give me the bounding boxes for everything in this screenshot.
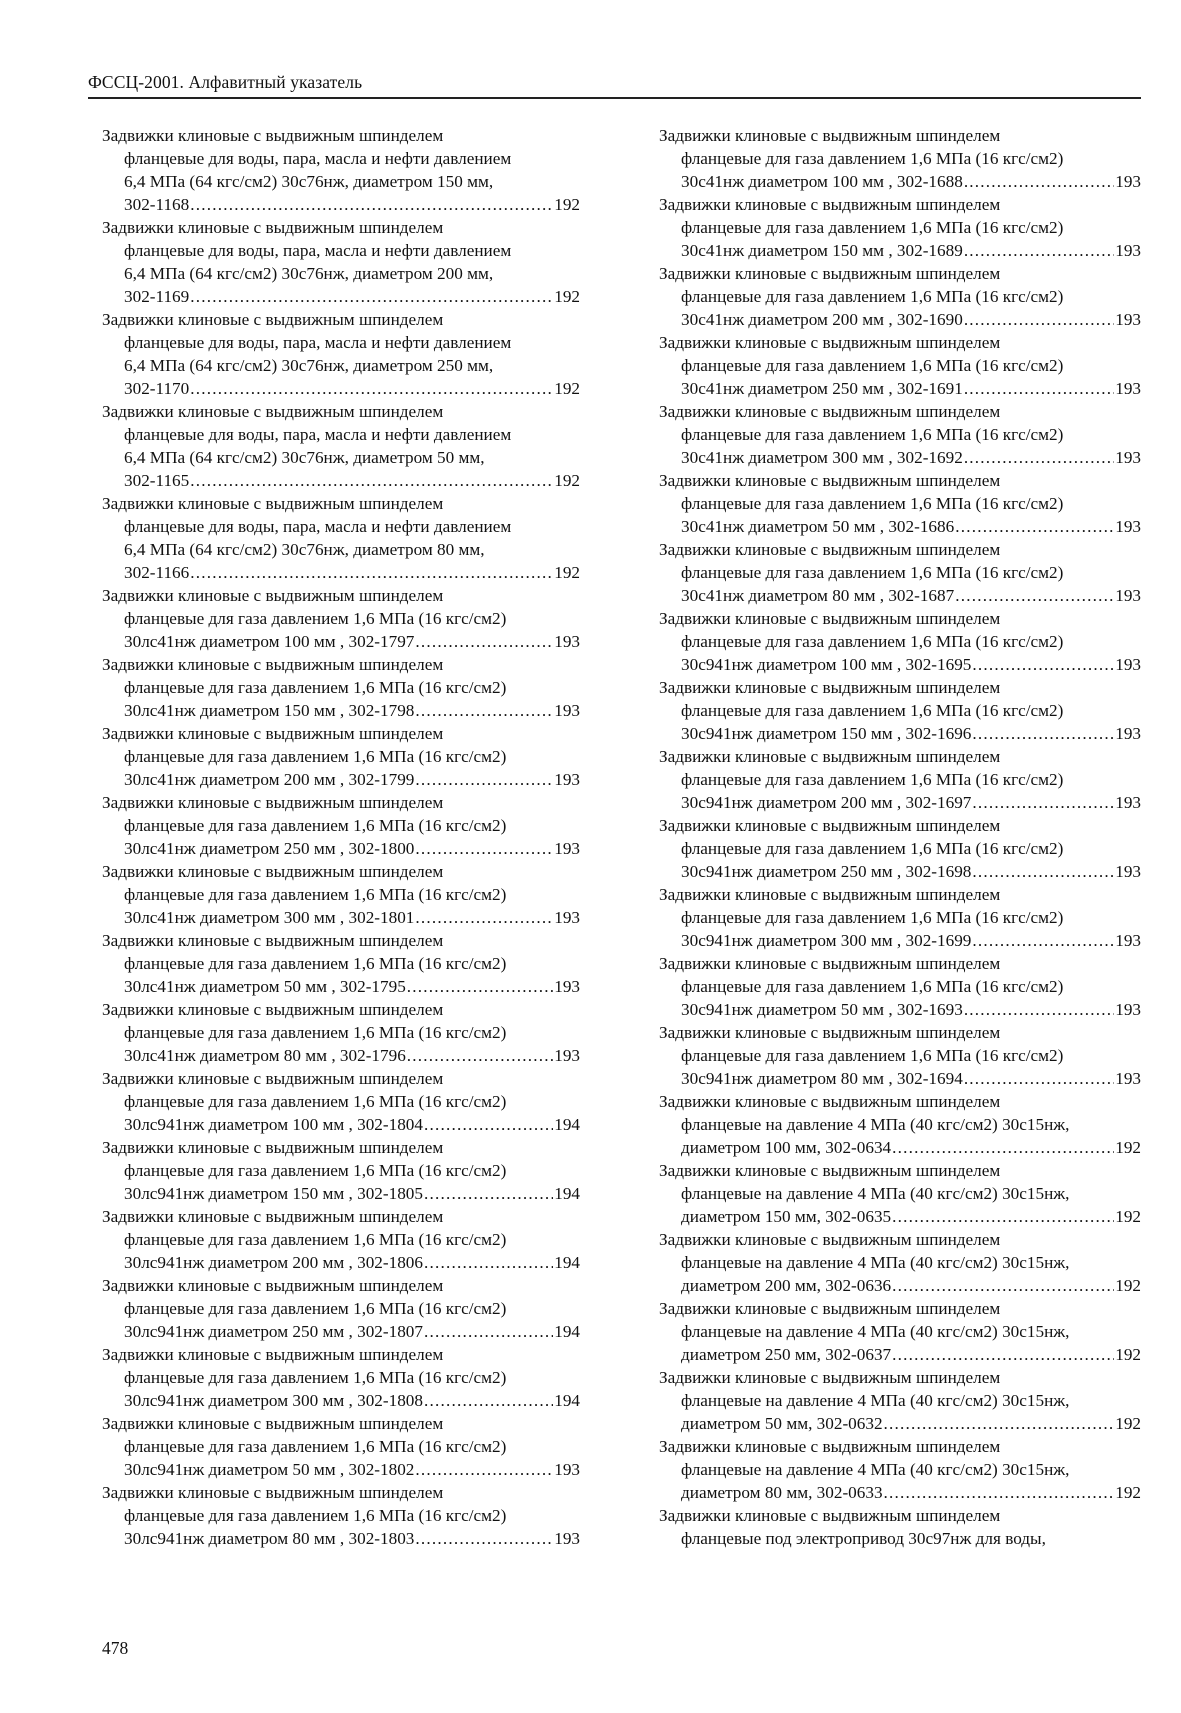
entry-text-line: фланцевые для газа давлением 1,6 МПа (16 кгс/см2): [124, 609, 507, 628]
entry-reference-line: [659, 791, 1141, 814]
dot-leader: [964, 377, 1114, 400]
entry-reference-line: [102, 906, 580, 929]
entry-code: 30лс41нж диаметром 250 мм , 302-1800: [124, 839, 415, 858]
entry-code: 30лс41нж диаметром 200 мм , 302-1799: [124, 770, 415, 789]
index-entry: [102, 216, 580, 308]
entry-code: 30с41нж диаметром 300 мм , 302-1692: [681, 448, 963, 467]
entry-text-line: 6,4 МПа (64 кгс/см2) 30с76нж, диаметром 50 мм,: [124, 448, 485, 467]
entry-code: 30лс941нж диаметром 100 мм , 302-1804: [124, 1115, 423, 1134]
entry-reference-line: [102, 1182, 580, 1205]
entry-reference-line: [102, 768, 580, 791]
dot-leader: [972, 929, 1114, 952]
entry-heading: Задвижки клиновые с выдвижным шпинделем: [102, 402, 444, 421]
index-entry: [102, 1205, 580, 1274]
entry-reference-line: [659, 515, 1141, 538]
entry-code: 302-1166: [124, 563, 190, 582]
entry-reference-line: [102, 975, 580, 998]
entry-heading: Задвижки клиновые с выдвижным шпинделем: [102, 218, 444, 237]
index-entry: [102, 860, 580, 929]
entry-code: 30с41нж диаметром 250 мм , 302-1691: [681, 379, 963, 398]
entry-code: диаметром 50 мм, 302-0632: [681, 1414, 883, 1433]
entry-reference-line: [659, 860, 1141, 883]
dot-leader: [190, 377, 553, 400]
entry-code: 30с941нж диаметром 200 мм , 302-1697: [681, 793, 972, 812]
entry-code: 30с941нж диаметром 250 мм , 302-1698: [681, 862, 972, 881]
index-entry: [102, 492, 580, 584]
entry-reference-line: [659, 653, 1141, 676]
entry-text-line: фланцевые для воды, пара, масла и нефти давлением: [124, 241, 512, 260]
entry-code: 30лс941нж диаметром 150 мм , 302-1805: [124, 1184, 423, 1203]
entry-reference-line: [102, 377, 580, 400]
entry-page-ref: 193: [554, 701, 580, 720]
entry-page-ref: 193: [554, 839, 580, 858]
entry-page-ref: 193: [1115, 586, 1141, 605]
entry-page-ref: 194: [554, 1115, 580, 1134]
entry-page-ref: 193: [1115, 241, 1141, 260]
dot-leader: [424, 1182, 553, 1205]
entry-page-ref: 193: [554, 1460, 580, 1479]
dot-leader: [415, 1458, 553, 1481]
entry-code: диаметром 150 мм, 302-0635: [681, 1207, 892, 1226]
entry-text-line: фланцевые для газа давлением 1,6 МПа (16 кгс/см2): [124, 1506, 507, 1525]
entry-text-line: фланцевые для газа давлением 1,6 МПа (16 кгс/см2): [681, 218, 1064, 237]
entry-heading: Задвижки клиновые с выдвижным шпинделем: [659, 1092, 1001, 1111]
entry-reference-line: [659, 1343, 1141, 1366]
entry-reference-line: [102, 193, 580, 216]
entry-text-line: фланцевые для воды, пара, масла и нефти давлением: [124, 425, 512, 444]
index-entry: [102, 400, 580, 492]
entry-heading: Задвижки клиновые с выдвижным шпинделем: [659, 195, 1001, 214]
entry-reference-line: [659, 1481, 1141, 1504]
index-entry: [659, 124, 1141, 193]
entry-reference-line: [102, 1527, 580, 1550]
entry-reference-line: [659, 239, 1141, 262]
entry-heading: Задвижки клиновые с выдвижным шпинделем: [659, 747, 1001, 766]
dot-leader: [964, 446, 1114, 469]
entry-text-line: фланцевые на давление 4 МПа (40 кгс/см2) 30с15нж,: [681, 1322, 1070, 1341]
entry-page-ref: 192: [554, 563, 580, 582]
index-entry: [659, 1021, 1141, 1090]
index-entry: [659, 607, 1141, 676]
entry-heading: Задвижки клиновые с выдвижным шпинделем: [659, 402, 1001, 421]
dot-leader: [407, 1044, 553, 1067]
entry-reference-line: [102, 1044, 580, 1067]
entry-reference-line: [659, 446, 1141, 469]
entry-text-line: фланцевые для газа давлением 1,6 МПа (16 кгс/см2): [124, 1299, 507, 1318]
index-entry: [102, 1412, 580, 1481]
entry-heading: Задвижки клиновые с выдвижным шпинделем: [102, 1138, 444, 1157]
entry-text-line: 6,4 МПа (64 кгс/см2) 30с76нж, диаметром 150 мм,: [124, 172, 494, 191]
entry-text-line: фланцевые для воды, пара, масла и нефти давлением: [124, 149, 512, 168]
entry-page-ref: 194: [554, 1184, 580, 1203]
entry-page-ref: 193: [1115, 1069, 1141, 1088]
dot-leader: [892, 1205, 1114, 1228]
entry-text-line: фланцевые для воды, пара, масла и нефти давлением: [124, 333, 512, 352]
entry-text-line: фланцевые для газа давлением 1,6 МПа (16 кгс/см2): [124, 1230, 507, 1249]
entry-heading: Задвижки клиновые с выдвижным шпинделем: [659, 885, 1001, 904]
entry-code: 30с941нж диаметром 50 мм , 302-1693: [681, 1000, 963, 1019]
entry-text-line: фланцевые для газа давлением 1,6 МПа (16 кгс/см2): [124, 1023, 507, 1042]
entry-heading: Задвижки клиновые с выдвижным шпинделем: [102, 793, 444, 812]
entry-heading: Задвижки клиновые с выдвижным шпинделем: [102, 586, 444, 605]
entry-code: 30лс41нж диаметром 150 мм , 302-1798: [124, 701, 415, 720]
entry-text-line: фланцевые для газа давлением 1,6 МПа (16 кгс/см2): [124, 816, 507, 835]
entry-heading: Задвижки клиновые с выдвижным шпинделем: [659, 609, 1001, 628]
index-entry: [102, 1274, 580, 1343]
dot-leader: [415, 1527, 553, 1550]
index-entry: [659, 538, 1141, 607]
entry-heading: Задвижки клиновые с выдвижным шпинделем: [102, 931, 444, 950]
entry-heading: Задвижки клиновые с выдвижным шпинделем: [102, 655, 444, 674]
entry-page-ref: 193: [1115, 310, 1141, 329]
entry-page-ref: 193: [1115, 172, 1141, 191]
entry-text-line: фланцевые для газа давлением 1,6 МПа (16 кгс/см2): [124, 954, 507, 973]
entry-page-ref: 192: [554, 195, 580, 214]
index-entry: [659, 1366, 1141, 1435]
entry-code: 30с41нж диаметром 200 мм , 302-1690: [681, 310, 963, 329]
entry-code: 30лс41нж диаметром 300 мм , 302-1801: [124, 908, 415, 927]
entry-reference-line: [659, 1412, 1141, 1435]
entry-reference-line: [102, 1320, 580, 1343]
entry-code: диаметром 80 мм, 302-0633: [681, 1483, 883, 1502]
index-entry: [102, 1136, 580, 1205]
dot-leader: [892, 1343, 1114, 1366]
page-header: [88, 70, 1141, 99]
entry-code: диаметром 100 мм, 302-0634: [681, 1138, 892, 1157]
entry-text-line: фланцевые для газа давлением 1,6 МПа (16 кгс/см2): [681, 908, 1064, 927]
entry-heading: Задвижки клиновые с выдвижным шпинделем: [102, 862, 444, 881]
dot-leader: [415, 768, 553, 791]
entry-reference-line: [102, 699, 580, 722]
entry-reference-line: [659, 308, 1141, 331]
entry-page-ref: 194: [554, 1322, 580, 1341]
dot-leader: [884, 1412, 1115, 1435]
dot-leader: [884, 1481, 1115, 1504]
dot-leader: [424, 1389, 553, 1412]
entry-page-ref: 193: [1115, 862, 1141, 881]
entry-text-line: фланцевые для газа давлением 1,6 МПа (16 кгс/см2): [681, 287, 1064, 306]
dot-leader: [892, 1274, 1114, 1297]
entry-page-ref: 193: [1115, 793, 1141, 812]
entry-page-ref: 192: [1115, 1207, 1141, 1226]
entry-text-line: фланцевые для газа давлением 1,6 МПа (16 кгс/см2): [124, 885, 507, 904]
index-entry: [659, 745, 1141, 814]
dot-leader: [415, 837, 553, 860]
entry-page-ref: 193: [554, 908, 580, 927]
index-column-right: [659, 124, 1141, 1550]
entry-text-line: фланцевые для газа давлением 1,6 МПа (16 кгс/см2): [681, 632, 1064, 651]
entry-page-ref: 193: [1115, 379, 1141, 398]
entry-reference-line: [102, 285, 580, 308]
entry-heading: Задвижки клиновые с выдвижным шпинделем: [659, 471, 1001, 490]
entry-code: 30с941нж диаметром 100 мм , 302-1695: [681, 655, 972, 674]
entry-heading: Задвижки клиновые с выдвижным шпинделем: [102, 1483, 444, 1502]
entry-reference-line: [659, 170, 1141, 193]
entry-code: 30лс941нж диаметром 200 мм , 302-1806: [124, 1253, 423, 1272]
entry-text-line: фланцевые для газа давлением 1,6 МПа (16 кгс/см2): [681, 839, 1064, 858]
dot-leader: [964, 1067, 1114, 1090]
entry-text-line: фланцевые для газа давлением 1,6 МПа (16 кгс/см2): [681, 770, 1064, 789]
index-entry: [659, 676, 1141, 745]
index-column-left: [102, 124, 580, 1550]
entry-code: 30с41нж диаметром 80 мм , 302-1687: [681, 586, 955, 605]
entry-text-line: 6,4 МПа (64 кгс/см2) 30с76нж, диаметром 250 мм,: [124, 356, 494, 375]
dot-leader: [964, 170, 1114, 193]
entry-reference-line: [659, 1205, 1141, 1228]
dot-leader: [972, 860, 1114, 883]
entry-page-ref: 193: [1115, 724, 1141, 743]
entry-heading: Задвижки клиновые с выдвижным шпинделем: [659, 333, 1001, 352]
entry-text-line: 6,4 МПа (64 кгс/см2) 30с76нж, диаметром 200 мм,: [124, 264, 494, 283]
entry-page-ref: 192: [554, 471, 580, 490]
entry-code: диаметром 200 мм, 302-0636: [681, 1276, 892, 1295]
entry-code: 30лс41нж диаметром 100 мм , 302-1797: [124, 632, 415, 651]
dot-leader: [190, 469, 553, 492]
dot-leader: [190, 193, 553, 216]
entry-text-line: 6,4 МПа (64 кгс/см2) 30с76нж, диаметром 80 мм,: [124, 540, 485, 559]
entry-text-line: фланцевые для газа давлением 1,6 МПа (16 кгс/см2): [681, 356, 1064, 375]
index-entry: [659, 1228, 1141, 1297]
dot-leader: [407, 975, 553, 998]
entry-reference-line: [102, 561, 580, 584]
dot-leader: [972, 722, 1114, 745]
entry-heading: Задвижки клиновые с выдвижным шпинделем: [102, 1000, 444, 1019]
entry-code: 30лс941нж диаметром 300 мм , 302-1808: [124, 1391, 423, 1410]
index-entry: [659, 952, 1141, 1021]
entry-text-line: фланцевые для газа давлением 1,6 МПа (16 кгс/см2): [124, 1368, 507, 1387]
entry-page-ref: 194: [554, 1391, 580, 1410]
entry-reference-line: [102, 469, 580, 492]
entry-text-line: фланцевые на давление 4 МПа (40 кгс/см2) 30с15нж,: [681, 1184, 1070, 1203]
entry-text-line: фланцевые на давление 4 МПа (40 кгс/см2) 30с15нж,: [681, 1391, 1070, 1410]
entry-reference-line: [102, 1251, 580, 1274]
dot-leader: [424, 1251, 553, 1274]
dot-leader: [415, 699, 553, 722]
entry-text-line: фланцевые для газа давлением 1,6 МПа (16 кгс/см2): [124, 747, 507, 766]
index-entry: [659, 814, 1141, 883]
entry-text-line: фланцевые под электропривод 30с97нж для воды,: [681, 1529, 1046, 1548]
entry-heading: Задвижки клиновые с выдвижным шпинделем: [102, 126, 444, 145]
entry-code: 30лс941нж диаметром 250 мм , 302-1807: [124, 1322, 423, 1341]
entry-reference-line: [659, 1274, 1141, 1297]
entry-reference-line: [102, 630, 580, 653]
entry-code: 302-1169: [124, 287, 190, 306]
index-entry: [659, 1297, 1141, 1366]
dot-leader: [415, 630, 553, 653]
dot-leader: [424, 1113, 553, 1136]
entry-code: 30с941нж диаметром 150 мм , 302-1696: [681, 724, 972, 743]
dot-leader: [964, 239, 1114, 262]
entry-heading: Задвижки клиновые с выдвижным шпинделем: [102, 1345, 444, 1364]
entry-page-ref: 193: [1115, 931, 1141, 950]
entry-page-ref: 192: [1115, 1276, 1141, 1295]
entry-text-line: фланцевые на давление 4 МПа (40 кгс/см2) 30с15нж,: [681, 1115, 1070, 1134]
index-entry: [659, 193, 1141, 262]
entry-text-line: фланцевые для газа давлением 1,6 МПа (16 кгс/см2): [124, 678, 507, 697]
index-entry: [102, 1481, 580, 1550]
index-entry: [659, 1504, 1141, 1550]
entry-heading: Задвижки клиновые с выдвижным шпинделем: [659, 264, 1001, 283]
entry-code: 302-1170: [124, 379, 190, 398]
index-entry: [102, 308, 580, 400]
entry-page-ref: 192: [1115, 1483, 1141, 1502]
entry-page-ref: 192: [1115, 1345, 1141, 1364]
entry-code: 30с941нж диаметром 300 мм , 302-1699: [681, 931, 972, 950]
entry-text-line: фланцевые на давление 4 МПа (40 кгс/см2) 30с15нж,: [681, 1460, 1070, 1479]
dot-leader: [972, 791, 1114, 814]
entry-page-ref: 193: [554, 770, 580, 789]
entry-page-ref: 192: [554, 287, 580, 306]
index-entry: [659, 1435, 1141, 1504]
entry-reference-line: [659, 1136, 1141, 1159]
entry-page-ref: 193: [1115, 517, 1141, 536]
entry-heading: Задвижки клиновые с выдвижным шпинделем: [102, 1276, 444, 1295]
entry-page-ref: 192: [554, 379, 580, 398]
entry-text-line: фланцевые для газа давлением 1,6 МПа (16 кгс/см2): [681, 701, 1064, 720]
entry-text-line: фланцевые для газа давлением 1,6 МПа (16 кгс/см2): [681, 977, 1064, 996]
entry-code: 302-1168: [124, 195, 190, 214]
dot-leader: [415, 906, 553, 929]
entry-code: 30с41нж диаметром 100 мм , 302-1688: [681, 172, 963, 191]
dot-leader: [892, 1136, 1114, 1159]
entry-heading: Задвижки клиновые с выдвижным шпинделем: [659, 1299, 1001, 1318]
entry-heading: Задвижки клиновые с выдвижным шпинделем: [659, 1506, 1001, 1525]
entry-heading: Задвижки клиновые с выдвижным шпинделем: [102, 724, 444, 743]
entry-text-line: фланцевые для воды, пара, масла и нефти давлением: [124, 517, 512, 536]
entry-heading: Задвижки клиновые с выдвижным шпинделем: [659, 1437, 1001, 1456]
entry-reference-line: [659, 377, 1141, 400]
index-entry: [659, 883, 1141, 952]
entry-text-line: фланцевые для газа давлением 1,6 МПа (16 кгс/см2): [124, 1437, 507, 1456]
entry-page-ref: 193: [554, 632, 580, 651]
entry-code: 30с41нж диаметром 50 мм , 302-1686: [681, 517, 955, 536]
entry-code: 30лс41нж диаметром 80 мм , 302-1796: [124, 1046, 406, 1065]
entry-page-ref: 193: [554, 1046, 580, 1065]
entry-code: 30лс41нж диаметром 50 мм , 302-1795: [124, 977, 406, 996]
entry-page-ref: 194: [554, 1253, 580, 1272]
entry-reference-line: [659, 1067, 1141, 1090]
index-entry: [659, 262, 1141, 331]
entry-reference-line: [659, 929, 1141, 952]
entry-page-ref: 192: [1115, 1414, 1141, 1433]
dot-leader: [190, 561, 553, 584]
entry-reference-line: [102, 1389, 580, 1412]
dot-leader: [424, 1320, 553, 1343]
entry-reference-line: [659, 998, 1141, 1021]
entry-heading: Задвижки клиновые с выдвижным шпинделем: [102, 494, 444, 513]
page-number: 478: [102, 1638, 129, 1658]
entry-heading: Задвижки клиновые с выдвижным шпинделем: [659, 1230, 1001, 1249]
entry-code: 30лс941нж диаметром 50 мм , 302-1802: [124, 1460, 415, 1479]
index-entry: [102, 1067, 580, 1136]
index-entry: [102, 1343, 580, 1412]
entry-code: диаметром 250 мм, 302-0637: [681, 1345, 892, 1364]
dot-leader: [190, 285, 553, 308]
entry-heading: Задвижки клиновые с выдвижным шпинделем: [102, 310, 444, 329]
entry-page-ref: 193: [1115, 448, 1141, 467]
index-entry: [102, 722, 580, 791]
index-entry: [659, 400, 1141, 469]
entry-reference-line: [102, 1113, 580, 1136]
entry-page-ref: 192: [1115, 1138, 1141, 1157]
entry-page-ref: 193: [1115, 1000, 1141, 1019]
index-entry: [102, 584, 580, 653]
dot-leader: [964, 308, 1114, 331]
entry-heading: Задвижки клиновые с выдвижным шпинделем: [659, 540, 1001, 559]
entry-page-ref: 193: [554, 977, 580, 996]
index-entry: [102, 124, 580, 216]
dot-leader: [955, 584, 1114, 607]
entry-code: 302-1165: [124, 471, 190, 490]
index-entry: [659, 331, 1141, 400]
entry-heading: Задвижки клиновые с выдвижным шпинделем: [102, 1069, 444, 1088]
entry-reference-line: [659, 722, 1141, 745]
entry-heading: Задвижки клиновые с выдвижным шпинделем: [102, 1414, 444, 1433]
entry-text-line: фланцевые для газа давлением 1,6 МПа (16 кгс/см2): [124, 1092, 507, 1111]
entry-heading: Задвижки клиновые с выдвижным шпинделем: [659, 126, 1001, 145]
index-entry: [102, 998, 580, 1067]
entry-heading: Задвижки клиновые с выдвижным шпинделем: [659, 954, 1001, 973]
dot-leader: [955, 515, 1114, 538]
entry-code: 30с941нж диаметром 80 мм , 302-1694: [681, 1069, 963, 1088]
index-entry: [102, 653, 580, 722]
entry-reference-line: [659, 584, 1141, 607]
entry-code: 30лс941нж диаметром 80 мм , 302-1803: [124, 1529, 415, 1548]
dot-leader: [972, 653, 1114, 676]
entry-heading: Задвижки клиновые с выдвижным шпинделем: [659, 1161, 1001, 1180]
entry-reference-line: [102, 1458, 580, 1481]
entry-page-ref: 193: [554, 1529, 580, 1548]
index-entry: [659, 1159, 1141, 1228]
entry-heading: Задвижки клиновые с выдвижным шпинделем: [659, 1023, 1001, 1042]
entry-code: 30с41нж диаметром 150 мм , 302-1689: [681, 241, 963, 260]
entry-text-line: фланцевые для газа давлением 1,6 МПа (16 кгс/см2): [681, 1046, 1064, 1065]
entry-text-line: фланцевые на давление 4 МПа (40 кгс/см2) 30с15нж,: [681, 1253, 1070, 1272]
entry-reference-line: [102, 837, 580, 860]
index-entry: [659, 469, 1141, 538]
entry-heading: Задвижки клиновые с выдвижным шпинделем: [659, 1368, 1001, 1387]
dot-leader: [964, 998, 1114, 1021]
entry-text-line: фланцевые для газа давлением 1,6 МПа (16 кгс/см2): [681, 425, 1064, 444]
entry-heading: Задвижки клиновые с выдвижным шпинделем: [659, 678, 1001, 697]
entry-text-line: фланцевые для газа давлением 1,6 МПа (16 кгс/см2): [124, 1161, 507, 1180]
entry-text-line: фланцевые для газа давлением 1,6 МПа (16 кгс/см2): [681, 149, 1064, 168]
entry-text-line: фланцевые для газа давлением 1,6 МПа (16 кгс/см2): [681, 563, 1064, 582]
entry-heading: Задвижки клиновые с выдвижным шпинделем: [659, 816, 1001, 835]
index-entry: [102, 791, 580, 860]
entry-heading: Задвижки клиновые с выдвижным шпинделем: [102, 1207, 444, 1226]
entry-page-ref: 193: [1115, 655, 1141, 674]
entry-text-line: фланцевые для газа давлением 1,6 МПа (16 кгс/см2): [681, 494, 1064, 513]
index-entry: [102, 929, 580, 998]
index-entry: [659, 1090, 1141, 1159]
header-title: ФССЦ-2001. Алфавитный указатель: [88, 72, 363, 92]
